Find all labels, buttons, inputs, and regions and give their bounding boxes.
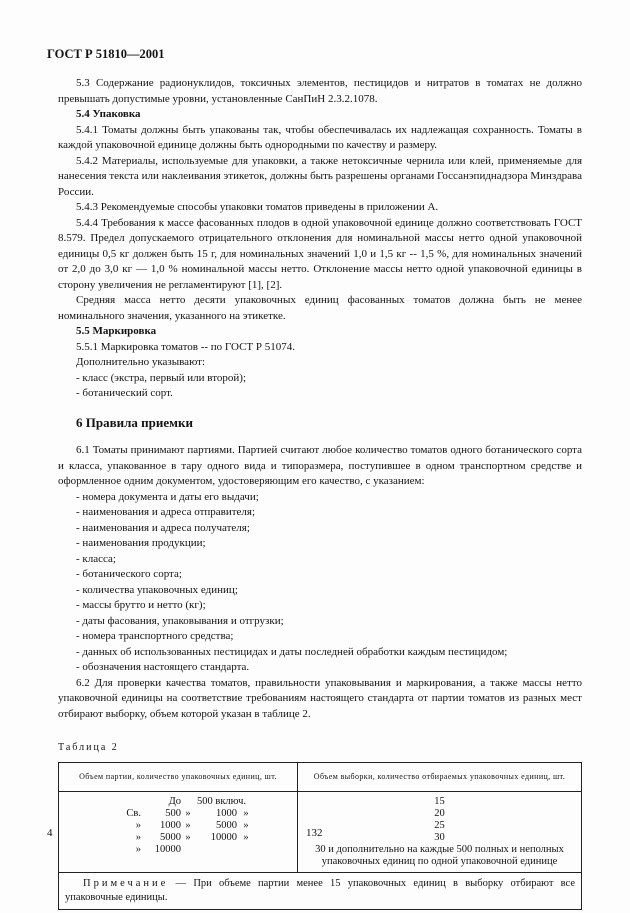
list-item: - количества упаковочных единиц; xyxy=(76,583,238,596)
subheading-5-5: 5.5 Маркировка xyxy=(76,325,157,337)
paragraph-5-4-3: 5.4.3 Рекомендуемые способы упаковки томатов приведены в приложении А. xyxy=(76,201,439,213)
table-caption: Таблица 2 xyxy=(58,742,119,753)
paragraph-6-1: 6.1 Томаты принимают партиями. Партией считают любое количество томатов одного ботанического сорта и класса, упакованное в тару одного вида и типоразмера, поступившее в одном транспортном средстве и оформленное одним документом, удостоверяющим его качество, с указанием: xyxy=(58,444,582,487)
table-header-row xyxy=(59,762,582,791)
list-item: - данных об использованных пестицидах и даты последней обработки каждым пестицидом; xyxy=(76,645,508,658)
sample-value: 30 и дополнительно на каждые 500 полных и неполных упаковочных единиц по одной упаковочной единице xyxy=(315,843,564,867)
list-item: - наименования и адреса отправителя; xyxy=(76,506,256,518)
sample-value: 20 xyxy=(434,807,445,819)
column-header-sample-size: Объем выборки, количество отбираемых упаковочных единиц, шт. xyxy=(298,762,582,791)
document-header: ГОСТ Р 51810—2001 xyxy=(47,47,165,61)
page-number-center: 132 xyxy=(306,827,323,839)
sample-size-cell xyxy=(298,791,582,872)
paragraph-5-4-2: 5.4.2 Материалы, используемые для упаковки, а также нетоксичные чернила или клей, применяемые для нанесения текста или наклеивания этикеток, должны быть разрешены органами Госсанэпиднадзора Минздрава России. xyxy=(58,154,582,198)
sample-value: 30 xyxy=(434,831,445,843)
section-title-6: 6 Правила приемки xyxy=(76,414,193,430)
table-note xyxy=(59,872,582,909)
paragraph-6-2: 6.2 Для проверки качества томатов, правильности упаковывания и маркирования, а также массы нетто упаковочной единицы на соответствие требованиям настоящего стандарта от партии томатов из разных мест отбирают выборку, объем которой указан в таблице 2. xyxy=(58,676,582,720)
volume-row: » 1000 » 5000 » xyxy=(135,819,249,831)
list-item: - класса; xyxy=(76,552,116,565)
list-item: - наименования и адреса получателя; xyxy=(76,521,250,534)
paragraph-5-4-4: 5.4.4 Требования к массе фасованных плодов в одной упаковочной единице должно соответствовать ГОСТ 8.579. Предел допускаемого отрицательного отклонения для номинальной массы нетто одной упаковочной единицы 0,5 кг должен быть 15 г, для номинальных значений 1,0 и 1,5 кг -- 1,5 %, для номинальных значений от 2,0 до 3,0 кг — 1,0 % номинальной массы нетто. Отклонение массы нетто одной упаковочной единицы в сторону увеличения не регламентируют [1], [2]. xyxy=(58,216,582,291)
table-note-row xyxy=(59,872,582,909)
paragraph-5-3: 5.3 Содержание радионуклидов, токсичных элементов, пестицидов и нитратов в томатах не должно превышать допустимые уровни, установленные СанПиН 2.3.2.1078. xyxy=(58,77,582,105)
lot-size-cell xyxy=(59,791,298,872)
paragraph-5-5-1-b: Дополнительно указывают: xyxy=(76,356,206,368)
page-content xyxy=(58,76,582,910)
list-item: - наименования продукции; xyxy=(76,537,206,549)
list-item: - массы брутто и нетто (кг); xyxy=(76,599,206,611)
note-text: — При объеме партии менее 15 упаковочных единиц в выборку отбирают все упаковочные единицы. xyxy=(65,877,575,903)
page-number-left: 4 xyxy=(47,827,53,839)
list-item: - ботанического сорта; xyxy=(76,568,182,580)
paragraph-5-4-4-b: Средняя масса нетто десяти упаковочных единиц фасованных томатов должна быть не менее номинального значения, указанного на этикетке. xyxy=(58,294,582,322)
sample-value: 15 xyxy=(434,795,445,807)
volume-row: Св. 500 » 1000 » xyxy=(126,807,249,819)
list-item: - класс (экстра, первый или второй); xyxy=(76,371,246,384)
list-item: - обозначения настоящего стандарта. xyxy=(76,661,250,673)
paragraph-5-5-1: 5.5.1 Маркировка томатов -- по ГОСТ Р 51074. xyxy=(76,340,295,353)
volume-row: » 5000 » 10000 » xyxy=(135,831,249,843)
column-header-lot-size: Объем партии, количество упаковочных единиц, шт. xyxy=(59,762,298,791)
list-6-1 xyxy=(58,490,582,676)
subheading-5-4: 5.4 Упаковка xyxy=(76,108,141,120)
volume-row: До 500 включ. xyxy=(168,795,247,807)
list-item: - ботанический сорт. xyxy=(76,387,173,399)
sample-value: 25 xyxy=(434,819,445,831)
note-label: Примечание xyxy=(83,877,169,889)
paragraph-5-4-1: 5.4.1 Томаты должны быть упакованы так, чтобы обеспечивалась их надлежащая сохранность. Томаты в каждой упаковочной единице должны быть однородными по качеству и размеру. xyxy=(58,123,582,151)
volume-row: » 10000 xyxy=(135,843,181,855)
list-item: - номера транспортного средства; xyxy=(76,630,234,642)
list-item: - даты фасования, упаковывания и отгрузки; xyxy=(76,614,284,627)
list-item: - номера документа и даты его выдачи; xyxy=(76,490,259,503)
